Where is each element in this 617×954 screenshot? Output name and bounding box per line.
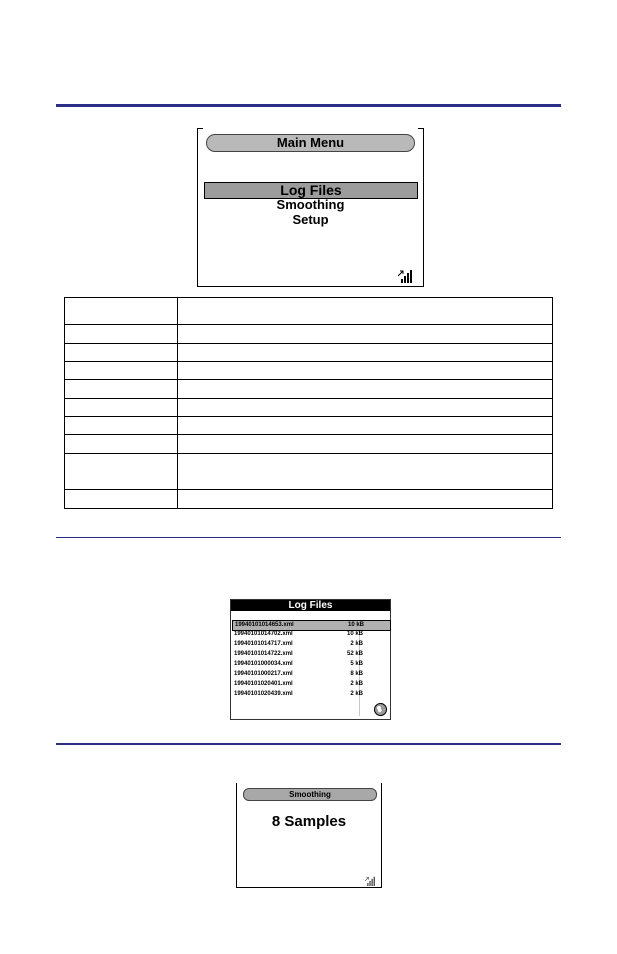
log-files-screen [230,599,391,720]
table-row [65,399,553,417]
file-row[interactable] [232,690,389,699]
main-menu-screen [197,128,424,287]
table-cell [178,325,553,344]
table-cell [65,325,178,344]
table-cell [178,380,553,399]
table-cell [178,399,553,417]
file-size: 2 kB [350,681,363,687]
table-cell [65,399,178,417]
file-size: 10 kB [347,622,364,628]
table-row [65,298,553,325]
file-row[interactable] [232,640,389,649]
signal-strength-icon [398,269,412,283]
frame-corner [197,128,203,129]
file-name: 19940101020401.xml [234,681,293,687]
file-name: 19940101000217.xml [234,671,293,677]
file-row[interactable] [232,660,389,669]
smoothing-title: Smoothing [243,788,377,801]
table-row [65,362,553,380]
table-cell [178,490,553,509]
file-row[interactable] [232,630,389,639]
section-rule-middle [56,537,561,538]
table-cell [65,490,178,509]
frame-corner [418,128,424,129]
section-rule-lower [56,743,561,745]
file-name: 19940101014722.xml [234,651,293,657]
table-row [65,435,553,454]
table-cell [178,298,553,325]
menu-item-setup[interactable]: Setup [292,212,329,227]
table-row [65,417,553,435]
smoothing-value: 8 Samples [271,813,347,830]
file-name: 19940101000034.xml [234,661,293,667]
table-cell [178,435,553,454]
file-name: 19940101014653.xml [235,622,294,628]
smoothing-screen [236,783,382,888]
table-cell [65,362,178,380]
file-row[interactable] [232,670,389,679]
file-size: 52 kB [346,651,363,657]
file-row[interactable] [232,680,389,689]
table-cell [65,344,178,362]
table-cell [65,417,178,435]
table-cell [65,435,178,454]
menu-item-smoothing[interactable]: Smoothing [276,197,345,212]
table-cell [178,417,553,435]
table-row [65,344,553,362]
table-row [65,454,553,490]
menu-item-log-files[interactable]: Log Files [204,182,418,199]
file-size: 2 kB [350,691,363,697]
signal-strength-icon [365,873,375,883]
table-cell [178,344,553,362]
file-name: 19940101020439.xml [234,691,293,697]
table-cell [65,454,178,490]
file-row[interactable] [232,650,389,659]
main-menu-title: Main Menu [206,134,415,152]
table-row [65,380,553,399]
table-cell [65,298,178,325]
file-name: 19940101014702.xml [234,631,293,637]
file-size: 2 kB [350,641,363,647]
table-cell [178,454,553,490]
file-size: 10 kB [346,631,363,637]
table-cell [65,380,178,399]
table-row [65,325,553,344]
section-rule-top [56,104,561,107]
log-files-title: Log Files [231,600,390,611]
globe-icon [374,703,387,716]
table-row [65,490,553,509]
file-size: 5 kB [350,661,363,667]
file-name: 19940101014717.xml [234,641,293,647]
key-function-table [64,297,553,509]
file-size: 8 kB [350,671,363,677]
table-cell [178,362,553,380]
